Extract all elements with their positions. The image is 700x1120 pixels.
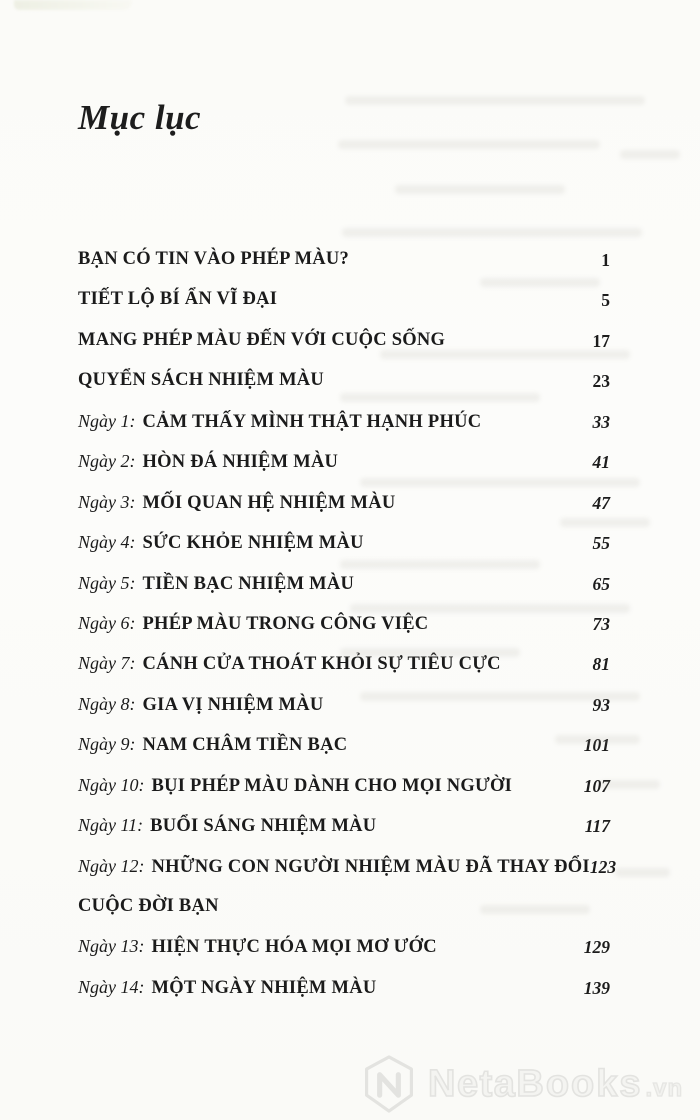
toc-entry-page-number: 17 (592, 330, 610, 351)
toc-entry (78, 613, 610, 653)
page-title: Mục lục (78, 98, 202, 137)
toc-entry-title: GIA VỊ NHIỆM MÀU (142, 694, 324, 715)
toc-entry-label (78, 573, 354, 595)
toc-entry (78, 532, 610, 572)
bleed-through-line (615, 868, 670, 877)
toc-entry-title: SỨC KHỎE NHIỆM MÀU (142, 533, 364, 554)
toc-entry-day-prefix: Ngày 5: (78, 572, 136, 593)
toc-entry-label (78, 815, 376, 837)
toc-entry-page-number: 5 (601, 290, 610, 311)
bleed-through-line (342, 228, 642, 237)
toc-entry-label (78, 492, 395, 514)
toc-entry-page-number: 123 (589, 856, 617, 877)
toc-entry-page-number: 101 (583, 735, 610, 756)
toc-entry-title: HÒN ĐÁ NHIỆM MÀU (142, 452, 339, 473)
toc-entry-label (78, 734, 347, 756)
toc-entry (78, 653, 610, 693)
watermark-brand-text (428, 1063, 683, 1106)
toc-entry-label (78, 856, 590, 878)
toc-entry (78, 492, 610, 532)
toc-entry-page-number: 93 (592, 694, 610, 715)
watermark-tld: .vn (645, 1074, 684, 1102)
toc-entry-title: TIẾT LỘ BÍ ẨN VĨ ĐẠI (78, 289, 278, 310)
toc-entry (78, 694, 610, 734)
toc-entry-label (78, 411, 481, 433)
toc-entry-day-prefix: Ngày 7: (78, 653, 136, 674)
toc-entry (78, 734, 610, 774)
toc-entry-page-number: 55 (592, 533, 610, 554)
toc-entry-day-prefix: Ngày 13: (78, 936, 145, 957)
toc-entry-day-prefix: Ngày 8: (78, 693, 136, 714)
watermark-brand-secondary: Books (516, 1062, 643, 1105)
toc-entry-page-number: 65 (592, 573, 610, 594)
toc-entry-day-prefix: Ngày 3: (78, 491, 136, 512)
toc-entry-page-number: 47 (592, 492, 610, 513)
toc-entry-day-prefix: Ngày 14: (78, 976, 145, 997)
toc-entry-title: PHÉP MÀU TRONG CÔNG VIỆC (142, 613, 429, 634)
toc-entry-page-number: 139 (583, 977, 610, 998)
toc-entry (78, 896, 610, 936)
bleed-through-line (338, 140, 600, 149)
toc-entry-page-number: 129 (583, 937, 610, 958)
toc-entry-label (78, 977, 376, 999)
toc-entry (78, 936, 610, 976)
toc-entry (78, 815, 610, 855)
toc-entry-page-number: 41 (592, 452, 610, 473)
toc-entry (78, 330, 610, 370)
toc-entry-title: MỐI QUAN HỆ NHIỆM MÀU (142, 492, 396, 513)
toc-entry-title: CÁNH CỬA THOÁT KHỎI SỰ TIÊU CỰC (142, 654, 501, 675)
table-of-contents (78, 249, 617, 1017)
toc-entry-page-number: 1 (601, 250, 610, 270)
toc-entry-title: MANG PHÉP MÀU ĐẾN VỚI CUỘC SỐNG (78, 329, 446, 350)
toc-entry-page-number: 23 (592, 371, 610, 392)
toc-entry-day-prefix: Ngày 1: (78, 410, 136, 431)
toc-entry-page-number: 107 (583, 775, 610, 796)
toc-entry-day-prefix: Ngày 2: (78, 451, 136, 472)
toc-entry-label (78, 896, 219, 917)
toc-entry-page-number: 117 (584, 816, 610, 837)
toc-entry-title: CẢM THẤY MÌNH THẬT HẠNH PHÚC (142, 411, 482, 432)
toc-entry-page-number: 81 (592, 654, 610, 675)
watermark-brand-main: Neta (428, 1062, 517, 1105)
bleed-through-line (620, 150, 680, 159)
toc-entry-label (78, 289, 277, 310)
toc-entry-day-prefix: Ngày 11: (78, 815, 144, 836)
toc-entry-label (78, 694, 323, 716)
toc-entry-label (78, 532, 364, 554)
toc-entry-label (78, 775, 512, 797)
toc-entry-title: HIỆN THỰC HÓA MỌI MƠ ƯỚC (151, 937, 437, 958)
toc-entry-day-prefix: Ngày 12: (78, 855, 145, 876)
toc-entry-title: BỤI PHÉP MÀU DÀNH CHO MỌI NGƯỜI (151, 775, 513, 796)
toc-entry (78, 370, 610, 410)
toc-entry-day-prefix: Ngày 6: (78, 612, 136, 633)
toc-entry-label (78, 249, 349, 270)
toc-entry (78, 249, 610, 289)
toc-entry (78, 775, 610, 815)
toc-entry-title: CUỘC ĐỜI BẠN (78, 896, 219, 916)
netabooks-shield-n-icon (361, 1054, 417, 1114)
toc-entry-title: MỘT NGÀY NHIỆM MÀU (151, 977, 377, 998)
toc-entry-title: TIỀN BẠC NHIỆM MÀU (142, 573, 355, 594)
scan-artifact (14, 0, 132, 10)
toc-entry-day-prefix: Ngày 10: (78, 774, 145, 795)
bleed-through-line (345, 96, 645, 105)
toc-entry-label (78, 370, 324, 391)
toc-entry (78, 573, 610, 613)
toc-entry-page-number: 73 (592, 613, 610, 634)
netabooks-watermark (361, 1054, 683, 1114)
toc-entry (78, 411, 610, 451)
toc-entry-label (78, 936, 437, 958)
toc-entry-label (78, 451, 338, 473)
toc-entry (78, 855, 617, 896)
toc-entry-label (78, 613, 428, 635)
toc-entry-title: NAM CHÂM TIỀN BẠC (142, 735, 348, 756)
toc-entry-page-number: 33 (592, 411, 610, 432)
toc-entry (78, 289, 610, 329)
toc-entry (78, 977, 610, 1017)
toc-entry-title: QUYỂN SÁCH NHIỆM MÀU (78, 370, 325, 391)
toc-entry-title: BẠN CÓ TIN VÀO PHÉP MÀU? (78, 249, 350, 269)
toc-entry-title: BUỔI SÁNG NHIỆM MÀU (150, 816, 377, 837)
bleed-through-line (395, 185, 565, 194)
toc-entry-label (78, 653, 501, 675)
toc-entry (78, 451, 610, 491)
toc-entry-day-prefix: Ngày 4: (78, 532, 136, 553)
toc-entry-day-prefix: Ngày 9: (78, 734, 136, 755)
toc-entry-label (78, 330, 445, 351)
toc-entry-title: NHỮNG CON NGƯỜI NHIỆM MÀU ĐÃ THAY ĐỔI (151, 856, 590, 877)
